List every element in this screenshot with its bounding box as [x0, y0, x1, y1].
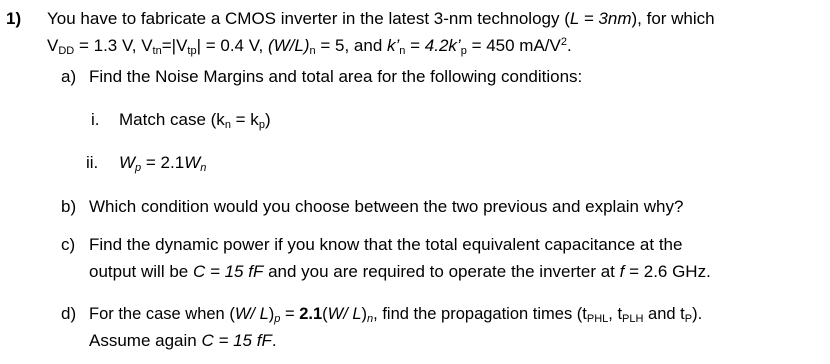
part-c-line2: output will be C = 15 fF and you are required to operate the inverter at f = 2.6 GHz.	[89, 262, 711, 281]
part-a-label: a)	[61, 67, 77, 86]
problem-number: 1)	[6, 9, 22, 28]
problem-intro-line1: You have to fabricate a CMOS inverter in the latest 3-nm technology (L = 3nm), for which	[47, 9, 715, 28]
part-a-text: Find the Noise Margins and total area for the following conditions:	[89, 67, 583, 86]
part-d-line1: For the case when (W/ $L)_p = 2.1(W/$ $L)_n$, find the propagation times ($t_{PHL}$, $t_{PLH}$ and $t_P$).	[89, 305, 703, 325]
part-b-text: Which condition would you choose between the two previous and explain why?	[89, 197, 684, 216]
part-d-line2: Assume again C = 15 fF.	[89, 331, 277, 350]
part-a-sub-i-label: i.	[91, 110, 100, 129]
part-a-sub-i-text: Match case $(k_n = k_p)$	[119, 110, 271, 131]
part-d-label: d)	[61, 304, 77, 323]
part-a-sub-ii-label: ii.	[86, 153, 99, 172]
part-a-sub-ii-text: $W_p = 2.1W_n$	[119, 153, 207, 174]
part-c-label: c)	[61, 235, 76, 254]
problem-intro-line2: $V_{DD} = 1.3$ V, $V_{tn}=|V_{tp}| = 0.4$ V, $(W/L)_n = 5$, and $k’_n$ = $4.2k’_p = 450$ $mA/V^2$.	[47, 36, 572, 57]
part-c-line1: Find the dynamic power if you know that the total equivalent capacitance at the	[89, 235, 683, 254]
part-b-label: b)	[61, 197, 77, 216]
